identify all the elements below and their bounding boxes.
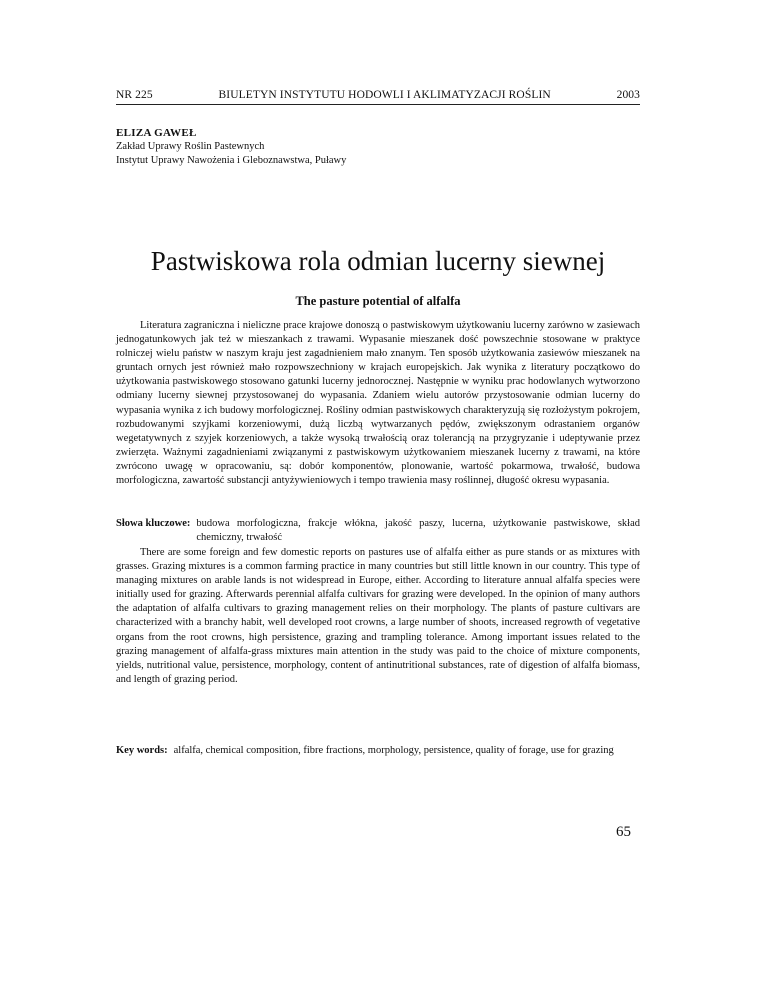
paper-title: Pastwiskowa rola odmian lucerny siewnej	[150, 246, 606, 276]
author-name: ELIZA GAWEŁ	[116, 127, 197, 139]
issue-number: NR 225	[116, 89, 153, 101]
author-affiliation-department: Zakład Uprawy Roślin Pastewnych	[116, 141, 265, 152]
page-number: 65	[616, 824, 631, 840]
author-affiliation-institute: Instytut Uprawy Nawożenia i Gleboznawstwa, Puławy	[116, 155, 347, 166]
keywords-polish	[116, 517, 640, 545]
keywords-english	[116, 744, 640, 758]
abstract-polish: Literatura zagraniczna i nieliczne prace krajowe donoszą o pastwiskowym użytkowaniu lucerny zarówno w zasiewach jednogatunkowych jak też w mieszankach z trawami. Wypasanie mieszanek dość powszechnie stosowane w praktyce rolniczej wielu państw w naszym kraju jest zagadnieniem mało znanym. Ten sposób użytkowania zasiewów mieszanek na gruntach ornych jest również mało rozpowszechniony w krajach europejskich. Jak wynika z literatury początkowo do użytkowania pastwiskowego stosowano gatunki lucerny jednorocznej. Następnie w wyniku prac hodowlanych wytworzono odmiany lucerny siewnej przystosowanej do wypasania. Zdaniem wielu autorów przystosowanie odmian lucerny do wypasania wynika z ich budowy morfologicznej. Rośliny odmian pastwiskowych charakteryzują się rozłożystym pokrojem, rozbudowanymi szyjkami korzeniowymi, dużą liczbą wytwarzanych pędów, zwiększonym odrastaniem organów wegetatywnych z szyjek korzeniowych, a także wysoką trwałością oraz tolerancją na przygryzanie i udeptywanie przez zwierzęta. Ważnymi zagadnieniami związanymi z pastwiskowym użytkowaniem mieszanek lucerny z trawami, na które zwrócono uwagę w opracowaniu, są: dobór komponentów, plonowanie, wartość pokarmowa, trwałość, budowa morfologiczna, zawartość substancji antyżywieniowych i tempo trawienia masy roślinnej, długość okresu wypasania.	[116, 320, 640, 487]
keywords-polish-text: budowa morfologiczna, frakcje włókna, jakość paszy, lucerna, użytkowanie pastwiskowe, skład chemiczny, trwałość	[196, 518, 640, 544]
abstract-english: There are some foreign and few domestic reports on pastures use of alfalfa either as pure stands or as mixtures with grasses. Grazing mixtures is a common farming practice in many countries but still little known in our country. This type of managing mixtures on arable lands is not widespread in Europe, either. According to literature annual alfalfa species were initially used for grazing. Afterwards perennial alfalfa cultivars for grazing were developed. In the opinion of many authors the adaptation of alfalfa cultivars to grazing management relies on their morphology. The plants of pasture cultivars are characterized with a branchy habit, well developed root crowns, a large number of shoots, increased regrowth of vegetative organs from the root crowns, high persistence, grazing and trampling tolerance. Among important issues related to the grazing management of alfalfa-grass mixtures main attention in the study was paid to the choice of mixture components, yields, nutritional value, persistence, morphology, content of antinutritional substances, rate of digestion of alfalfa biomass, and length of grazing period.	[116, 547, 640, 685]
header-rule	[116, 104, 640, 105]
paper-subtitle-english: The pasture potential of alfalfa	[295, 294, 461, 308]
keywords-english-label: Key words:	[116, 745, 168, 756]
keywords-polish-label: Słowa kluczowe:	[116, 518, 191, 529]
running-header	[116, 89, 640, 101]
issue-year: 2003	[616, 89, 640, 101]
journal-name: BIULETYN INSTYTUTU HODOWLI I AKLIMATYZACJI ROŚLIN	[218, 89, 551, 101]
keywords-english-text: alfalfa, chemical composition, fibre fractions, morphology, persistence, quality of forage, use for grazing	[173, 745, 614, 756]
